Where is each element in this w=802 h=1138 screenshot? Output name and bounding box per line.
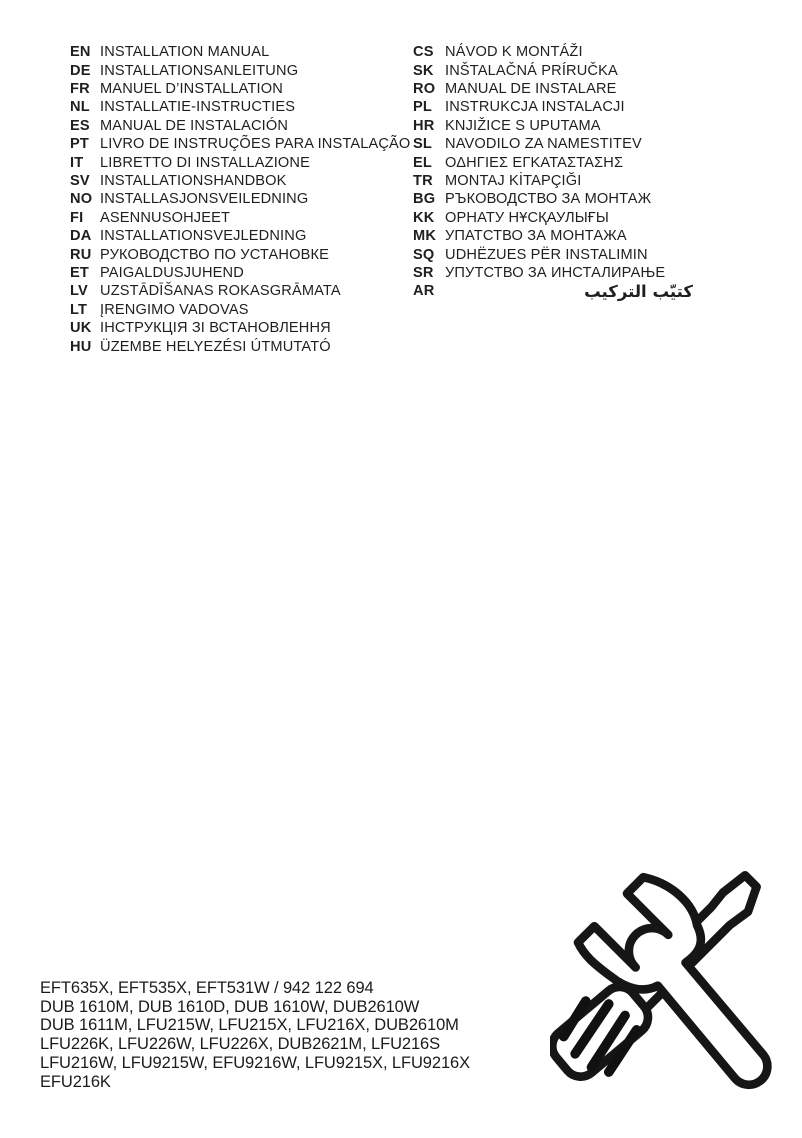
language-code: KK	[413, 209, 435, 226]
language-row-mk	[413, 227, 693, 245]
language-row-cs	[413, 43, 693, 61]
language-title: LIBRETTO DI INSTALLAZIONE	[100, 154, 311, 171]
language-row-lt	[70, 301, 410, 319]
language-title: LIVRO DE INSTRUÇÕES PARA INSTALAÇÃO	[100, 136, 411, 153]
language-code: EL	[413, 154, 433, 171]
language-code: RO	[413, 81, 436, 98]
language-title: KNJIŽICE S UPUTAMA	[445, 117, 601, 134]
language-title: INSTALLATIONSVEJLEDNING	[100, 228, 307, 245]
language-title: INŠTALAČNÁ PRÍRUČKA	[445, 62, 618, 79]
tools-icon	[550, 858, 800, 1098]
language-title: UDHËZUES PËR INSTALIMIN	[445, 246, 648, 263]
language-row-sl	[413, 135, 693, 153]
language-title: ÜZEMBE HELYEZÉSI ÚTMUTATÓ	[100, 338, 331, 355]
language-code: SV	[70, 173, 90, 190]
language-title: УПУТСТВО ЗА ИНСТАЛИРАЊЕ	[445, 265, 666, 282]
language-row-pt	[70, 135, 410, 153]
model-line: EFT635X, EFT535X, EFT531W / 942 122 694	[40, 979, 374, 997]
language-row-de	[70, 61, 410, 79]
model-line: EFU216K	[40, 1072, 111, 1091]
model-line: LFU216W, LFU9215W, EFU9216W, LFU9215X, LFU9216X	[40, 1053, 471, 1072]
language-code: SL	[413, 136, 433, 153]
language-code: BG	[413, 191, 436, 208]
language-row-sq	[413, 245, 693, 263]
language-row-da	[70, 227, 410, 245]
language-row-sr	[413, 264, 693, 282]
language-row-hr	[413, 117, 693, 135]
language-code: MK	[413, 228, 437, 245]
language-code: FR	[70, 81, 90, 98]
language-title: ІНСТРУКЦІЯ ЗІ ВСТАНОВЛЕННЯ	[100, 320, 331, 337]
language-row-es	[70, 117, 410, 135]
language-title: MANUAL DE INSTALACIÓN	[100, 117, 289, 134]
language-row-hu	[70, 338, 410, 356]
language-code: NL	[70, 99, 90, 116]
language-code: HU	[70, 338, 92, 355]
language-title: PAIGALDUSJUHEND	[100, 265, 244, 282]
language-row-pl	[413, 98, 693, 116]
language-title: ΟΔΗΓΙΕΣ ΕΓΚΑΤΑΣΤΑΣΗΣ	[445, 154, 624, 171]
language-code: DA	[70, 228, 92, 245]
language-title: УПАТСТВО ЗА МОНТАЖА	[445, 228, 627, 245]
language-code: NO	[70, 191, 93, 208]
language-row-nl	[70, 98, 410, 116]
language-code: ES	[70, 117, 90, 134]
language-title: INSTALLATION MANUAL	[100, 44, 270, 61]
language-title: INSTALLATIE-INSTRUCTIES	[100, 99, 296, 116]
language-title: NAVODILO ZA NAMESTITEV	[445, 136, 642, 153]
language-code: SR	[413, 265, 434, 282]
language-title: INSTALLASJONSVEILEDNING	[100, 191, 309, 208]
language-code: AR	[413, 283, 435, 300]
language-title: UZSTĀDĪŠANAS ROKASGRĀMATA	[100, 283, 341, 300]
language-code: TR	[413, 173, 433, 190]
language-row-bg	[413, 190, 693, 208]
model-line: DUB 1611M, LFU215W, LFU215X, LFU216X, DUB2610M	[40, 1016, 459, 1035]
language-row-fi	[70, 209, 410, 227]
language-title: NÁVOD K MONTÁŽI	[445, 44, 583, 61]
language-row-ro	[413, 80, 693, 98]
language-code: DE	[70, 62, 91, 79]
language-code: PL	[413, 99, 433, 116]
language-title: ĮRENGIMO VADOVAS	[100, 301, 249, 318]
language-row-el	[413, 153, 693, 171]
language-code: HR	[413, 117, 435, 134]
language-title: MONTAJ KİTAPÇIĞI	[445, 173, 582, 190]
language-title: ASENNUSOHJEET	[100, 209, 231, 226]
language-row-kk	[413, 209, 693, 227]
language-row-ar	[413, 282, 693, 300]
language-title: РУКОВОДСТВО ПО УСТАНОВКЕ	[100, 246, 330, 263]
language-code: IT	[70, 154, 84, 171]
language-title: INSTALLATIONSHANDBOK	[100, 173, 287, 190]
language-code: UK	[70, 320, 92, 337]
language-title: ОРНАТУ НҰСҚАУЛЫҒЫ	[445, 209, 609, 226]
language-code: SQ	[413, 246, 435, 263]
language-code: SK	[413, 62, 434, 79]
language-row-fr	[70, 80, 410, 98]
model-line: LFU226K, LFU226W, LFU226X, DUB2621M, LFU216S	[40, 1035, 441, 1054]
language-row-et	[70, 264, 410, 282]
language-title: РЪКОВОДСТВО ЗА МОНТАЖ	[445, 191, 652, 208]
language-row-lv	[70, 282, 410, 300]
language-title-arabic: كتيّب التركيب	[584, 281, 693, 301]
language-code: LT	[70, 301, 88, 318]
language-row-tr	[413, 172, 693, 190]
language-code: FI	[70, 209, 84, 226]
model-line: DUB 1610M, DUB 1610D, DUB 1610W, DUB2610W	[40, 997, 420, 1016]
language-row-sv	[70, 172, 410, 190]
language-row-no	[70, 190, 410, 208]
language-title: MANUEL D’INSTALLATION	[100, 81, 283, 98]
language-title: INSTRUKCJA INSTALACJI	[445, 99, 625, 116]
language-title: INSTALLATIONSANLEITUNG	[100, 62, 299, 79]
language-row-uk	[70, 319, 410, 337]
language-row-ru	[70, 245, 410, 263]
language-code: CS	[413, 44, 434, 61]
language-row-sk	[413, 61, 693, 79]
language-row-en	[70, 43, 410, 61]
language-code: LV	[70, 283, 88, 300]
language-code: EN	[70, 44, 91, 61]
language-row-it	[70, 153, 410, 171]
language-code: RU	[70, 246, 92, 263]
language-code: ET	[70, 265, 90, 282]
language-title: MANUAL DE INSTALARE	[445, 81, 617, 98]
language-code: PT	[70, 136, 90, 153]
language-list-left	[70, 43, 410, 356]
language-list-right	[413, 43, 693, 301]
model-list	[40, 979, 470, 1091]
